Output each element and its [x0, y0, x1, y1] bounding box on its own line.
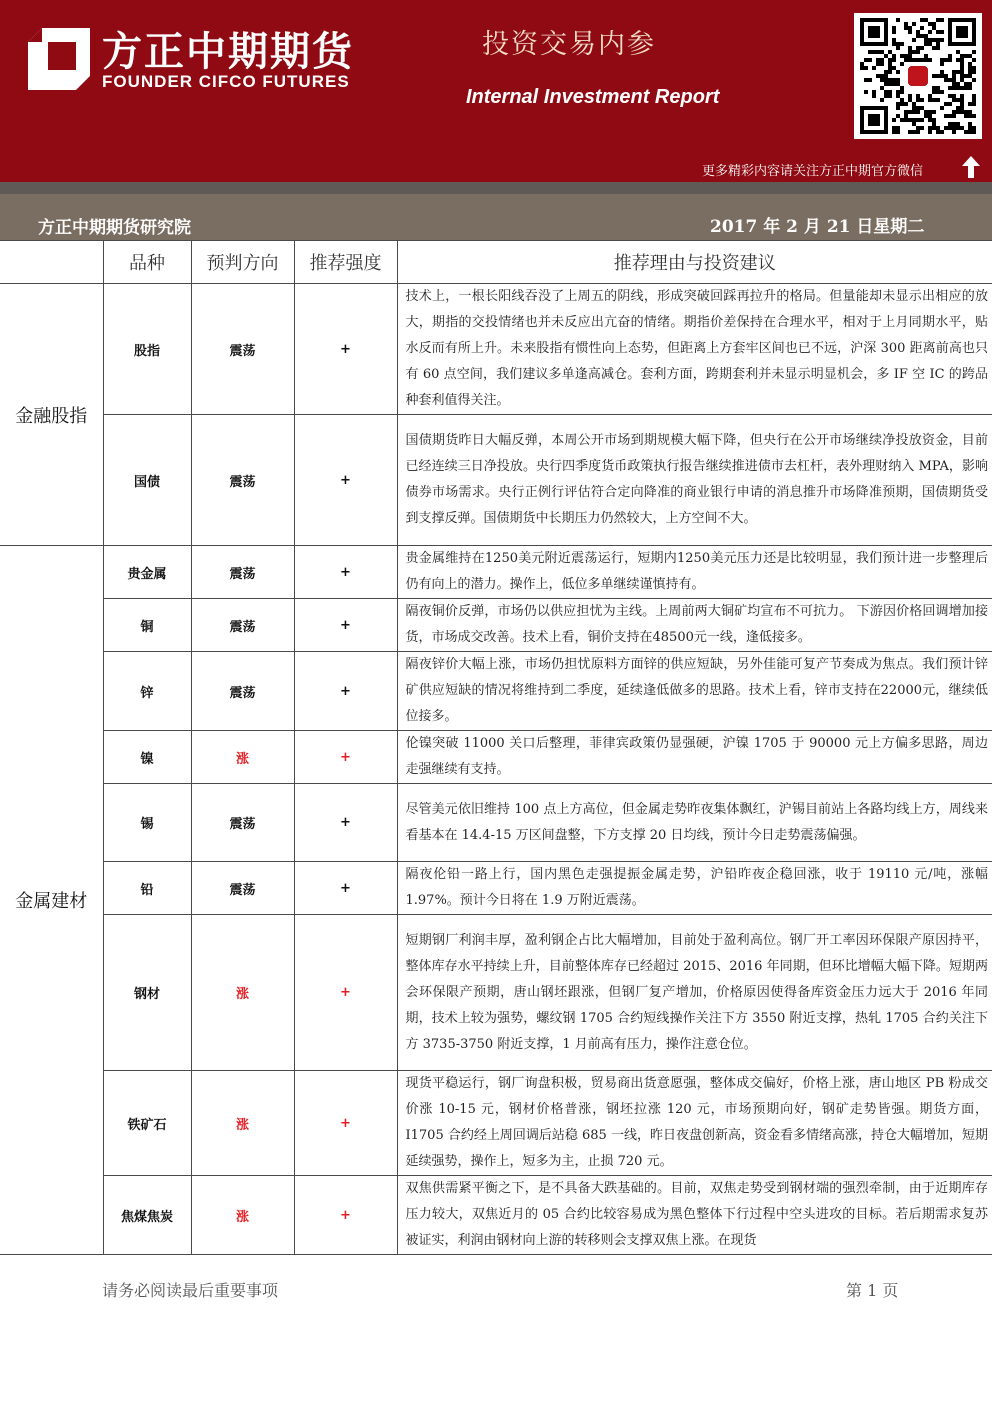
follow-wechat-text: 更多精彩内容请关注方正中期官方微信: [702, 164, 924, 179]
strength-cell: +: [294, 284, 397, 415]
strength-cell: +: [294, 415, 397, 546]
table-row: [0, 731, 992, 784]
brand-name-cn: 方正中期期货: [102, 29, 354, 75]
strength-cell: +: [294, 915, 397, 1071]
strength-cell: +: [294, 1071, 397, 1176]
variety-cell: 国债: [103, 415, 191, 546]
direction-cell: 震荡: [191, 784, 294, 862]
variety-cell: 铁矿石: [103, 1071, 191, 1176]
sector-label: 金属建材: [0, 546, 103, 1255]
table-row: [0, 652, 992, 731]
variety-cell: 锡: [103, 784, 191, 862]
direction-cell: 涨: [191, 1071, 294, 1176]
table-row: [0, 415, 992, 546]
strength-cell: +: [294, 784, 397, 862]
reason-cell: 尽管美元依旧维持 100 点上方高位，但金属走势昨夜集体飘红，沪锡目前站上各路均线上方，周线来看基本在 14.4-15 万区间盘整，下方支撑 20 日均线，预计今日走势震荡偏强。: [397, 784, 992, 862]
header-variety: 品种: [103, 241, 191, 284]
strength-cell: +: [294, 862, 397, 915]
reason-cell: 隔夜锌价大幅上涨，市场仍担忧原料方面锌的供应短缺，另外佳能可复产节奏成为焦点。我们预计锌矿供应短缺的情况将维持到二季度，延续逢低做多的思路。技术上看，锌市支持在22000元，继续低位接多。: [397, 652, 992, 731]
reason-cell: 隔夜铜价反弹，市场仍以供应担忧为主线。上周前两大铜矿均宣布不可抗力。 下游因价格回调增加接货，市场成交改善。技术上看，铜价支持在48500元一线，逢低接多。: [397, 599, 992, 652]
reason-cell: 国债期货昨日大幅反弹，本周公开市场到期规模大幅下降，但央行在公开市场继续净投放资金，目前已经连续三日净投放。央行四季度货币政策执行报告继续推进债市去杠杆，表外理财纳入 MPA，影响债券市场需求。央行正例行评估符合定向降准的商业银行申请的消息推升市场降准预期，国债期货受到支撑反弹。国债期货中长期压力仍然较大，上方空间不大。: [397, 415, 992, 546]
variety-cell: 焦煤焦炭: [103, 1176, 191, 1255]
reason-cell: 短期钢厂利润丰厚，盈利钢企占比大幅增加，目前处于盈利高位。钢厂开工率因环保限产原因持平，整体库存水平持续上升，目前整体库存已经超过 2015、2016 年同期，但环比增幅大幅下降。短期两会环保限产预期，唐山钢坯跟涨，但钢厂复产增加，价格原因使得备库资金压力远大于 2016 年同期，技术上较为强势，螺纹钢 1705 合约短线操作关注下方 3550 附近支撑，热轧 1705 合约关注下方 3735-3750 附近支撑，1 月前高有压力，操作注意仓位。: [397, 915, 992, 1071]
report-date: 2017 年 2 月 21 日星期二: [710, 217, 925, 237]
variety-cell: 锌: [103, 652, 191, 731]
direction-cell: 涨: [191, 915, 294, 1071]
page-number: 第 1 页: [846, 1281, 899, 1300]
qr-code-icon: [854, 13, 982, 139]
table-row: [0, 284, 992, 415]
header-strength: 推荐强度: [294, 241, 397, 284]
brand-name-en: FOUNDER CIFCO FUTURES: [102, 72, 350, 91]
variety-cell: 钢材: [103, 915, 191, 1071]
direction-cell: 震荡: [191, 284, 294, 415]
direction-cell: 震荡: [191, 862, 294, 915]
direction-cell: 涨: [191, 1176, 294, 1255]
direction-cell: 震荡: [191, 599, 294, 652]
header-sector: [0, 241, 103, 284]
reason-cell: 现货平稳运行，钢厂询盘积极，贸易商出货意愿强，整体成交偏好，价格上涨，唐山地区 PB 粉成交价涨 10-15 元，钢材价格普涨，钢坯拉涨 120 元，市场预期向好，钢矿走势皆强。期货方面，I1705 合约经上周回调后站稳 685 一线，昨日夜盘创新高，资金看多情绪高涨，持仓大幅增加，短期延续强势，操作上，短多为主，止损 720 元。: [397, 1071, 992, 1176]
table-row: [0, 862, 992, 915]
direction-cell: 震荡: [191, 415, 294, 546]
report-title-cn: 投资交易内参: [482, 29, 656, 60]
table-row: [0, 1071, 992, 1176]
variety-cell: 铜: [103, 599, 191, 652]
direction-cell: 震荡: [191, 652, 294, 731]
strength-cell: +: [294, 731, 397, 784]
recommendation-table: [0, 240, 992, 1255]
institute-name: 方正中期期货研究院: [38, 218, 191, 238]
direction-cell: 震荡: [191, 546, 294, 599]
reason-cell: 技术上，一根长阳线吞没了上周五的阴线，形成突破回踩再拉升的格局。但量能却未显示出相应的放大，期指的交投情绪也并未反应出亢奋的情绪。期指价差保持在合理水平，相对于上月同期水平，贴水反而有所上升。未来股指有惯性向上态势，但距离上方套牢区间也已不远，沪深 300 距离前高也只有 60 点空间，我们建议多单逢高减仓。套利方面，跨期套利并未显示明显机会，多 IF 空 IC 的跨品种套利值得关注。: [397, 284, 992, 415]
reason-cell: 隔夜伦铅一路上行，国内黑色走强提振金属走势，沪铅昨夜企稳回涨，收于 19110 元/吨，涨幅 1.97%。预计今日将在 1.9 万附近震荡。: [397, 862, 992, 915]
report-header: [0, 0, 992, 182]
header-reason: 推荐理由与投资建议: [397, 241, 992, 284]
variety-cell: 股指: [103, 284, 191, 415]
institute-bar: [0, 182, 992, 240]
strength-cell: +: [294, 1176, 397, 1255]
reason-cell: 伦镍突破 11000 关口后整理，菲律宾政策仍显强硬，沪镍 1705 于 90000 元上方偏多思路，周边走强继续有支持。: [397, 731, 992, 784]
table-row: [0, 784, 992, 862]
strength-cell: +: [294, 599, 397, 652]
variety-cell: 镍: [103, 731, 191, 784]
table-row: [0, 546, 992, 599]
up-arrow-icon: [962, 156, 980, 178]
variety-cell: 贵金属: [103, 546, 191, 599]
table-header-row: [0, 241, 992, 284]
variety-cell: 铅: [103, 862, 191, 915]
table-row: [0, 599, 992, 652]
header-direction: 预判方向: [191, 241, 294, 284]
report-title-en: Internal Investment Report: [466, 86, 720, 108]
footer-disclaimer-note: 请务必阅读最后重要事项: [102, 1281, 279, 1300]
strength-cell: +: [294, 652, 397, 731]
founder-logo-icon: [28, 28, 90, 90]
sector-label: 金融股指: [0, 284, 103, 546]
strength-cell: +: [294, 546, 397, 599]
reason-cell: 双焦供需紧平衡之下，是不具备大跌基础的。目前，双焦走势受到钢材端的强烈牵制，由于近期库存压力较大，双焦近月的 05 合约比较容易成为黑色整体下行过程中空头进攻的目标。若后期需求复苏被证实，利润由钢材向上游的转移则会支撑双焦上涨。在现货: [397, 1176, 992, 1255]
table-row: [0, 1176, 992, 1255]
table-row: [0, 915, 992, 1071]
direction-cell: 涨: [191, 731, 294, 784]
reason-cell: 贵金属维持在1250美元附近震荡运行，短期内1250美元压力还是比较明显，我们预计进一步整理后仍有向上的潜力。操作上，低位多单继续谨慎持有。: [397, 546, 992, 599]
